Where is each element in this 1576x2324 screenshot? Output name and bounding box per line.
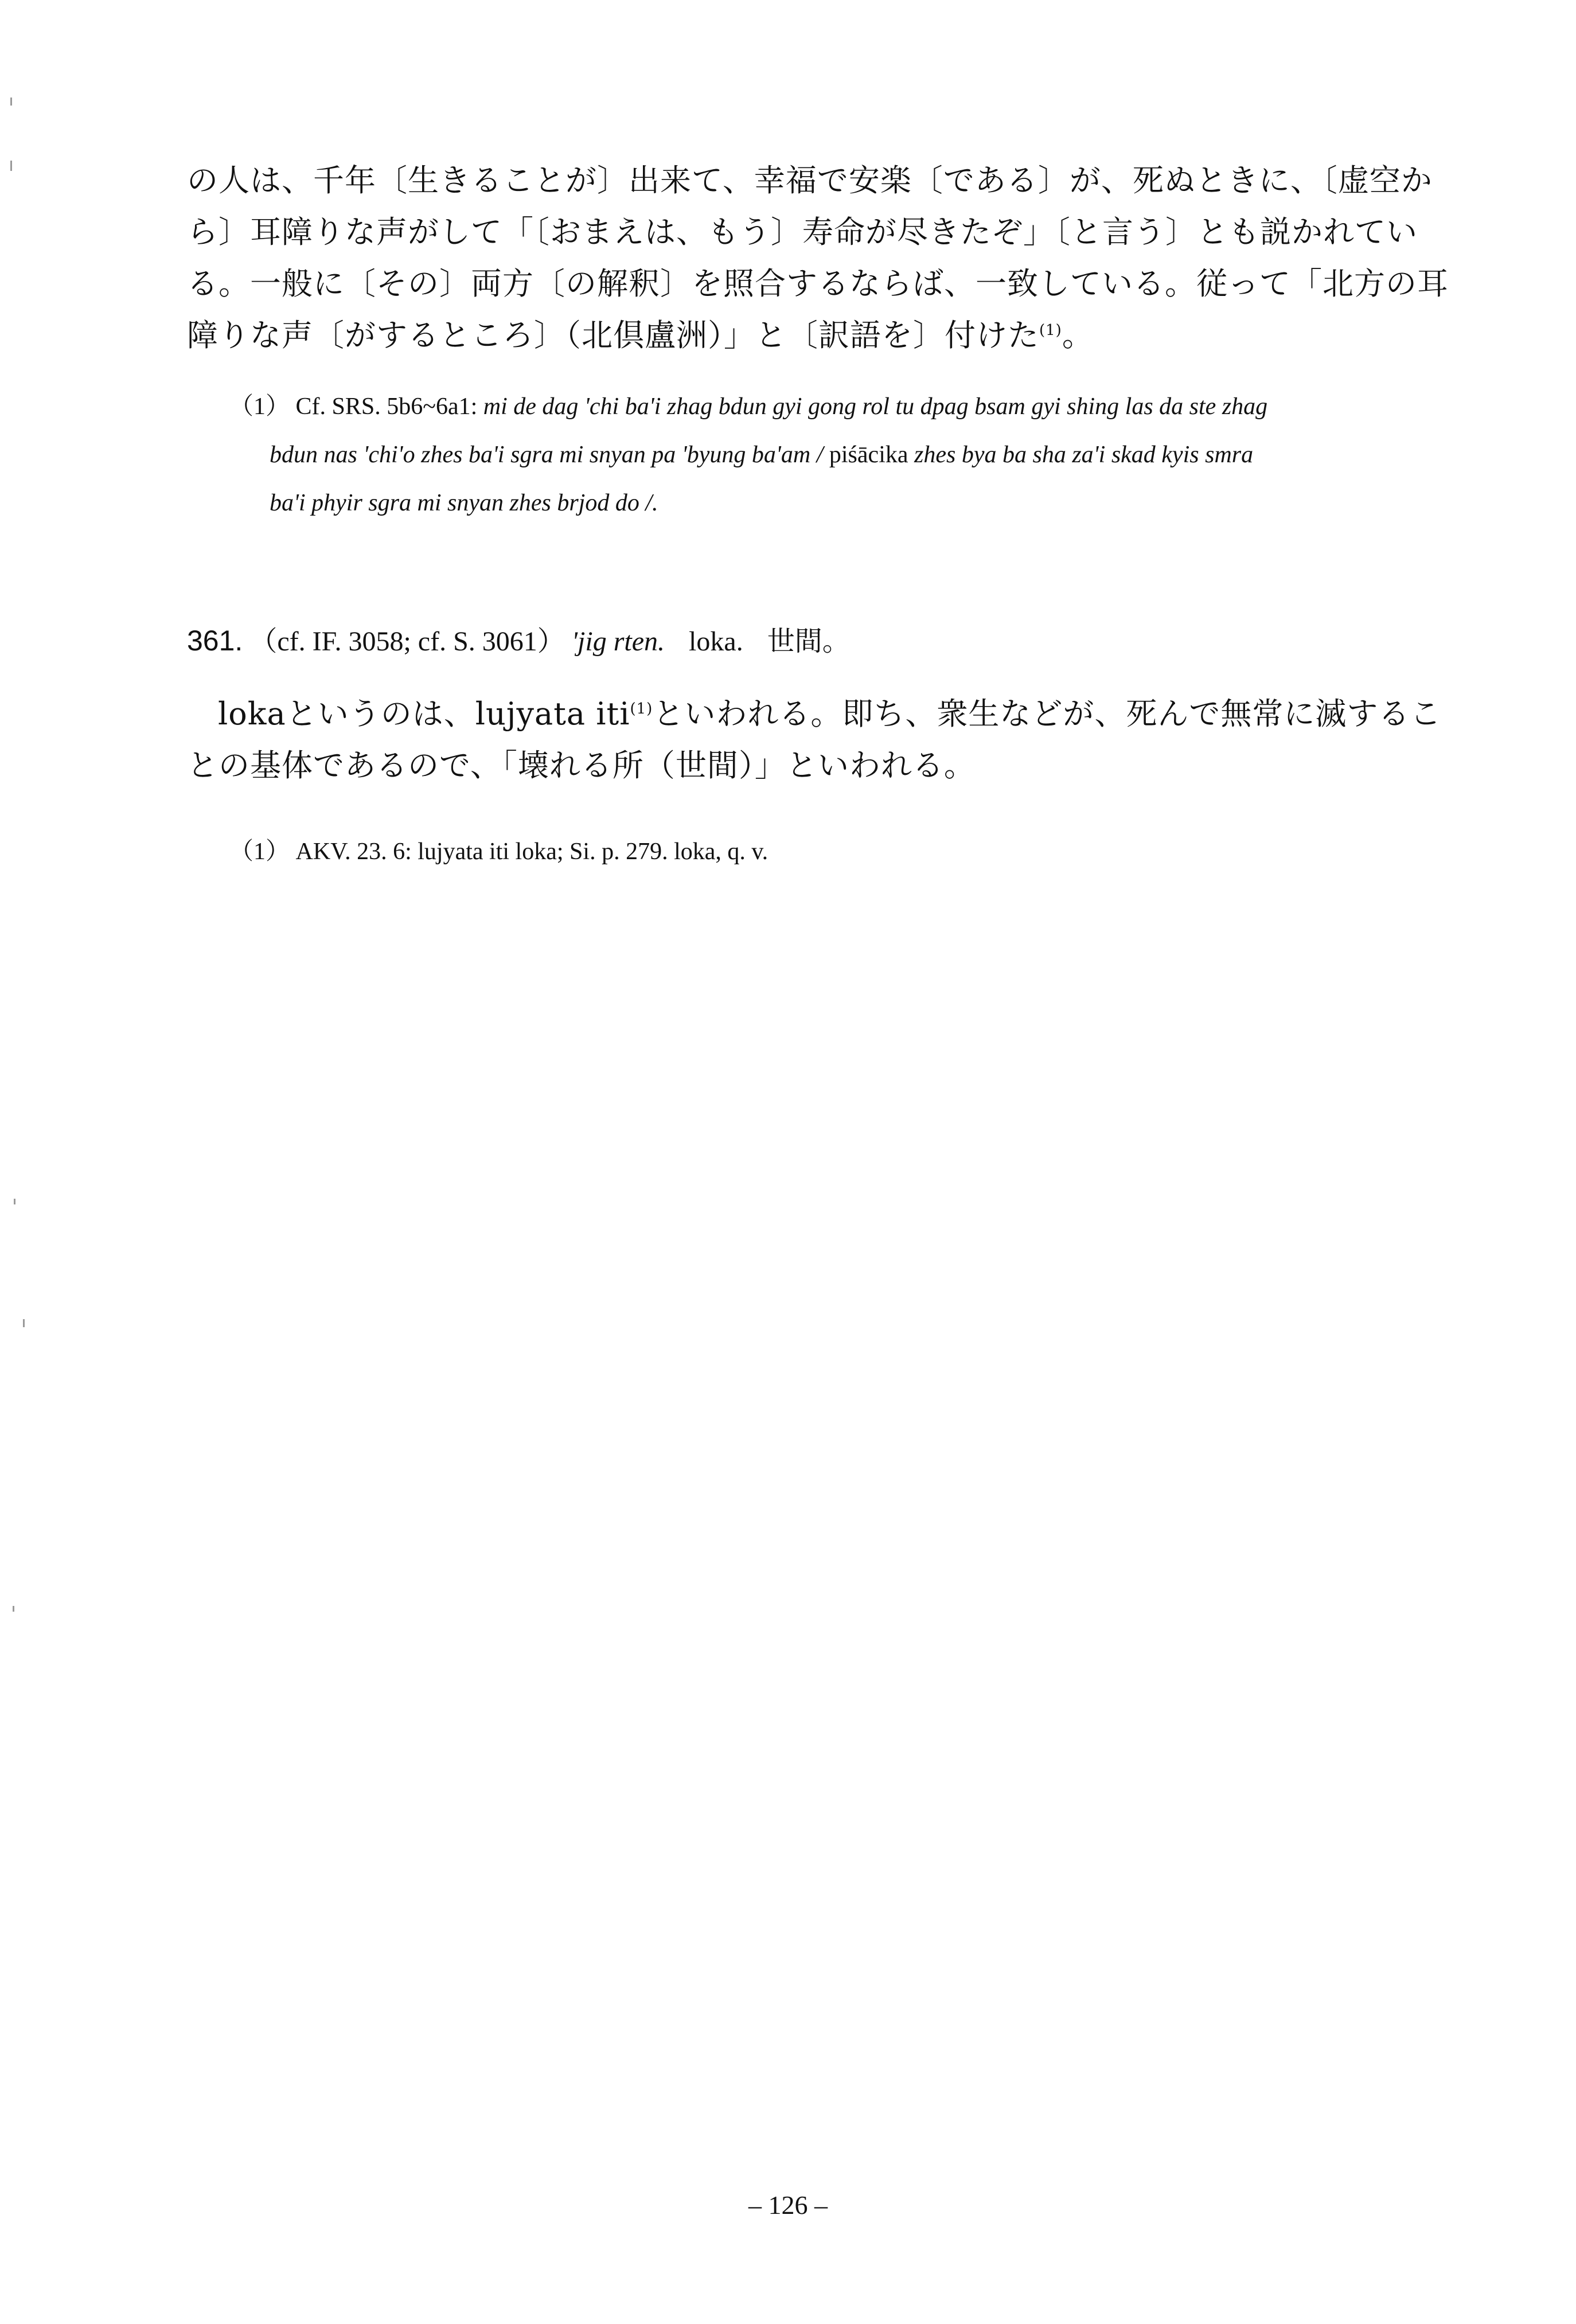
- entry-number: 361.: [187, 625, 243, 657]
- footnote-1-line-1: [229, 395, 1267, 419]
- body-line-4: [187, 317, 1094, 353]
- body-line-1: の人は、千年〔生きることが〕出来て、幸福で安楽〔である〕が、死ぬときに、〔虚空か: [187, 162, 1433, 198]
- page-number: – 126 –: [748, 2190, 828, 2220]
- entry-body-line-2: との基体であるので、「壊れる所（世間）」といわれる。: [187, 747, 976, 783]
- entry-reference: （cf. IF. 3058; cf. S. 3061）: [249, 626, 565, 657]
- body-line-4-end: 。: [1062, 317, 1094, 353]
- footnote-ref-2: (1): [630, 700, 653, 718]
- footnote-2: [229, 840, 768, 864]
- footnote-2-marker: （1）: [229, 839, 290, 865]
- footnote-tibetan: mi de dag 'chi ba'i zhag bdun gyi gong rol tu dpag bsam gyi shing las da ste zhag: [483, 393, 1268, 420]
- body-line-4-text: 障りな声〔がするところ〕（北倶盧洲）」と〔訳語を〕付けた: [187, 317, 1039, 353]
- entry-heading-361: [187, 626, 850, 656]
- entry-tibetan: 'jig rten.: [571, 626, 665, 657]
- scan-speck: [10, 98, 12, 106]
- body-line-3: る。一般に〔その〕両方〔の解釈〕を照合するならば、一致している。従って「北方の耳: [187, 266, 1449, 302]
- body-line-2: ら〕耳障りな声がして「〔おまえは、もう〕寿命が尽きたぞ」〔と言う〕とも説かれてい: [187, 214, 1418, 250]
- entry-sanskrit: loka.: [689, 626, 743, 657]
- scan-speck: [10, 161, 12, 171]
- footnote-1-line-3: ba'i phyir sgra mi snyan zhes brjod do /.: [270, 490, 658, 516]
- scan-speck: [13, 1606, 14, 1612]
- footnote-2-text: AKV. 23. 6: lujyata iti loka; Si. p. 279. loka, q. v.: [295, 839, 769, 865]
- scan-speck: [14, 1199, 15, 1204]
- footnote-ref-1: (1): [1039, 322, 1062, 339]
- footnote-ref: Cf. SRS. 5b6~6a1:: [295, 393, 478, 420]
- footnote-1-line-2: bdun nas 'chi'o zhes ba'i sgra mi snyan pa 'byung ba'am / piśācika zhes bya ba sha za'i skad kyis smra: [270, 442, 1254, 468]
- entry-japanese: 世間。: [767, 625, 850, 657]
- entry-body-line-1: lokaというのは、lujyata iti$^{(1)}$といわれる。即ち、衆生などが、死んで無常に滅するこ: [218, 696, 1442, 732]
- footnote-sanskrit-term: piśācika: [829, 442, 908, 468]
- footnote-marker: （1）: [229, 393, 290, 420]
- scan-speck: [23, 1319, 25, 1327]
